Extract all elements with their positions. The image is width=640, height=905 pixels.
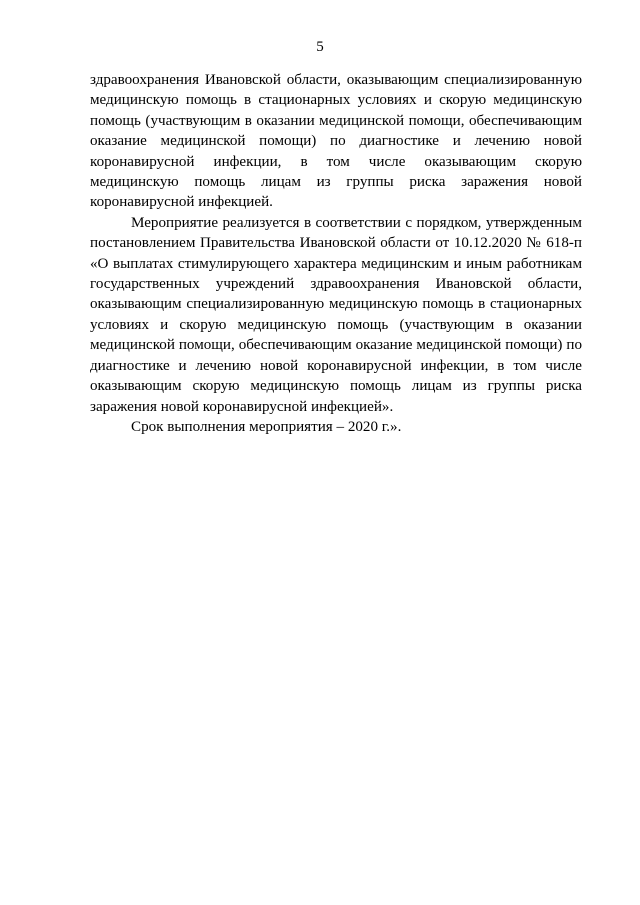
paragraph-continuation: здравоохранения Ивановской области, оказывающим специализированную медицинскую помощь в стационарных условиях и скорую медицинскую помощь (участвующим в оказании медицинской помощи, обеспечивающим оказание медицинской помощи) по диагностике и лечению новой коронавирусной инфекции, в том числе оказывающим скорую медицинскую помощь лицам из группы риска заражения новой коронавирусной инфекцией. — [90, 72, 582, 211]
paragraph-procedure: Мероприятие реализуется в соответствии с порядком, утвержденным постановлением Правительства Ивановской области от 10.12.2020 № 618-п «О выплатах стимулирующего характера медицинским и иным работникам государственных учреждений здравоохранения Ивановской области, оказывающим специализированную медицинскую помощь в стационарных условиях и скорую медицинскую помощь (участвующим в оказании медицинской помощи, обеспечивающим оказание медицинской помощи) по диагностике и лечению новой коронавирусной инфекции, в том числе оказывающим скорую медицинскую помощь лицам из группы риска заражения новой коронавирусной инфекцией». — [90, 214, 582, 415]
document-body — [90, 70, 582, 437]
paragraph-deadline: Срок выполнения мероприятия – 2020 г.». — [131, 418, 402, 435]
page-number: 5 — [316, 39, 324, 55]
